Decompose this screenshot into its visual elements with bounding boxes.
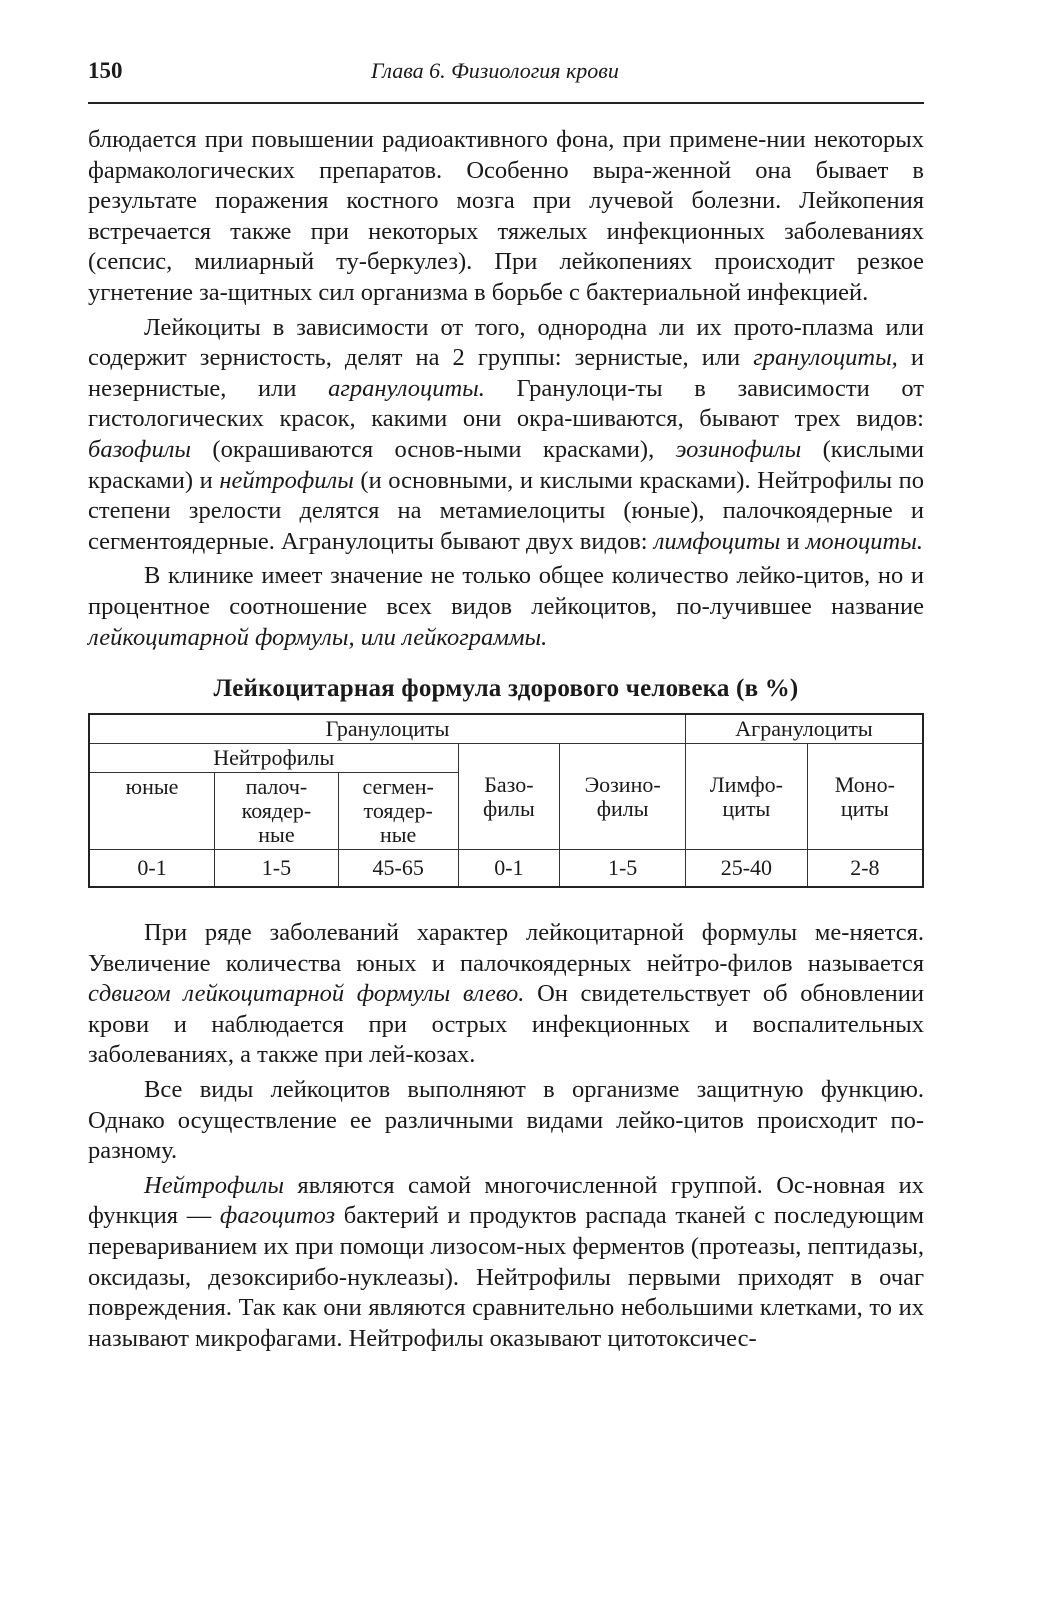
text-run: Он свидетельствует об обновлении крови и наблюдается при острых инфекционных и воспалительных заболеваниях, а также при лей-козах. (88, 980, 924, 1069)
body-text-top (88, 125, 924, 653)
emphasized-term: лейкоцитарной формулы, или лейкограммы. (88, 623, 548, 651)
paragraph-neutrophils (88, 1171, 924, 1355)
text-run: (и основными, и кислыми красками). Нейтрофилы по степени зрелости делятся на метамиелоциты (юные), палочкоядерные и сегментоядерные. Агранулоциты бывают двух видов: (88, 466, 924, 555)
value-eosinophils: 1-5 (560, 850, 686, 888)
text-run: бактерий и продуктов распада тканей с последующим перевариванием их при помощи лизосом-ных ферментов (протеазы, пептидазы, оксидазы, дезоксирибо-нуклеазы). Нейтрофилы первыми приходят в очаг повреждения. Так как они являются сравнительно небольшими клетками, то их называют микрофагами. Нейтрофилы оказывают цитотоксичес- (88, 1202, 924, 1352)
paragraph-protective-function (88, 1075, 924, 1167)
emphasized-term: агранулоциты. (328, 374, 485, 402)
text-run: Гранулоци-ты в зависимости от гистологических красок, какими они окра-шиваются, бывают трех видов: (88, 374, 924, 433)
value-lymphocytes: 25-40 (686, 850, 808, 888)
emphasized-term: нейтрофилы (219, 466, 354, 494)
paragraph-leukopenia (88, 125, 924, 309)
leukocyte-formula-table (88, 713, 924, 888)
header-eosinophils: Эозино- филы (560, 744, 686, 850)
table-title: Лейкоцитарная формула здорового человека (в %) (213, 675, 799, 703)
header-granulocytes: Гранулоциты (89, 714, 686, 744)
chapter-title: Глава 6. Физиология крови (371, 58, 619, 83)
text-run: При ряде заболеваний характер лейкоцитарной формулы ме-няется. Увеличение количества юных и палочкоядерных нейтро-филов называется (88, 919, 924, 977)
text-run: являются самой многочисленной группой. Ос-новная их функция — (88, 1171, 924, 1230)
emphasized-term: сдвигом лейкоцитарной формулы влево. (88, 980, 525, 1008)
emphasized-term: эозинофилы (675, 435, 802, 463)
header-neutrophils: Нейтрофилы (89, 744, 458, 773)
paragraph-formula-shift (88, 918, 924, 1071)
text-run: блюдается при повышении радиоактивного фона, при примене-нии некоторых фармакологических препаратов. Особенно выра-женной она бывает в результате поражения костного мозга при лучевой болезни. Лейкопения встречается также при некоторых тяжелых инфекционных заболеваниях (сепсис, милиарный ту-беркулез). При лейкопениях происходит резкое угнетение за-щитных сил организма в борьбе с бактериальной инфекцией. (88, 126, 924, 306)
emphasized-term: моноциты. (805, 527, 923, 555)
text-run: Все виды лейкоцитов выполняют в организме защитную функцию. Однако осуществление ее различными видами лейко-цитов происходит по-разному. (88, 1076, 924, 1165)
value-basophils: 0-1 (458, 850, 560, 888)
header-basophils: Базо- филы (458, 744, 560, 850)
header-young: юные (89, 773, 215, 850)
paragraph-leukocyte-groups (88, 313, 924, 558)
header-band: палоч- коядер- ные (215, 773, 339, 850)
header-segmented: сегмен- тоядер- ные (338, 773, 458, 850)
text-run: Лейкоциты в зависимости от того, однородна ли их прото-плазма или содержит зернистость, делят на 2 группы: зернистые, или (88, 313, 924, 372)
body-text-bottom (88, 918, 924, 1354)
emphasized-term: гранулоциты, (753, 344, 898, 372)
page-number: 150 (88, 58, 123, 83)
value-band: 1-5 (215, 850, 339, 888)
text-run: и (780, 527, 806, 555)
table-values-row (89, 850, 923, 888)
value-young: 0-1 (89, 850, 215, 888)
text-run: (окрашиваются основ-ными красками), (190, 435, 676, 463)
header-agranulocytes: Агранулоциты (686, 714, 924, 744)
text-run: В клинике имеет значение не только общее количество лейко-цитов, но и процентное соотношение всех видов лейкоцитов, по-лучившее название (88, 562, 924, 620)
book-page (88, 58, 924, 1354)
table-subgroup-row (89, 744, 923, 773)
emphasized-term: Нейтрофилы (144, 1171, 284, 1199)
value-segmented: 45-65 (338, 850, 458, 888)
table-group-row (89, 714, 923, 744)
running-header (88, 58, 924, 104)
header-monocytes: Моно- циты (807, 744, 923, 850)
emphasized-term: лимфоциты (653, 527, 781, 555)
text-run: (кислыми красками) и (88, 435, 924, 494)
header-lymphocytes: Лимфо- циты (686, 744, 808, 850)
text-run: и незернистые, или (88, 344, 924, 402)
paragraph-leukocyte-formula (88, 561, 924, 653)
value-monocytes: 2-8 (807, 850, 923, 888)
emphasized-term: базофилы (88, 435, 191, 463)
emphasized-term: фагоцитоз (219, 1202, 336, 1230)
